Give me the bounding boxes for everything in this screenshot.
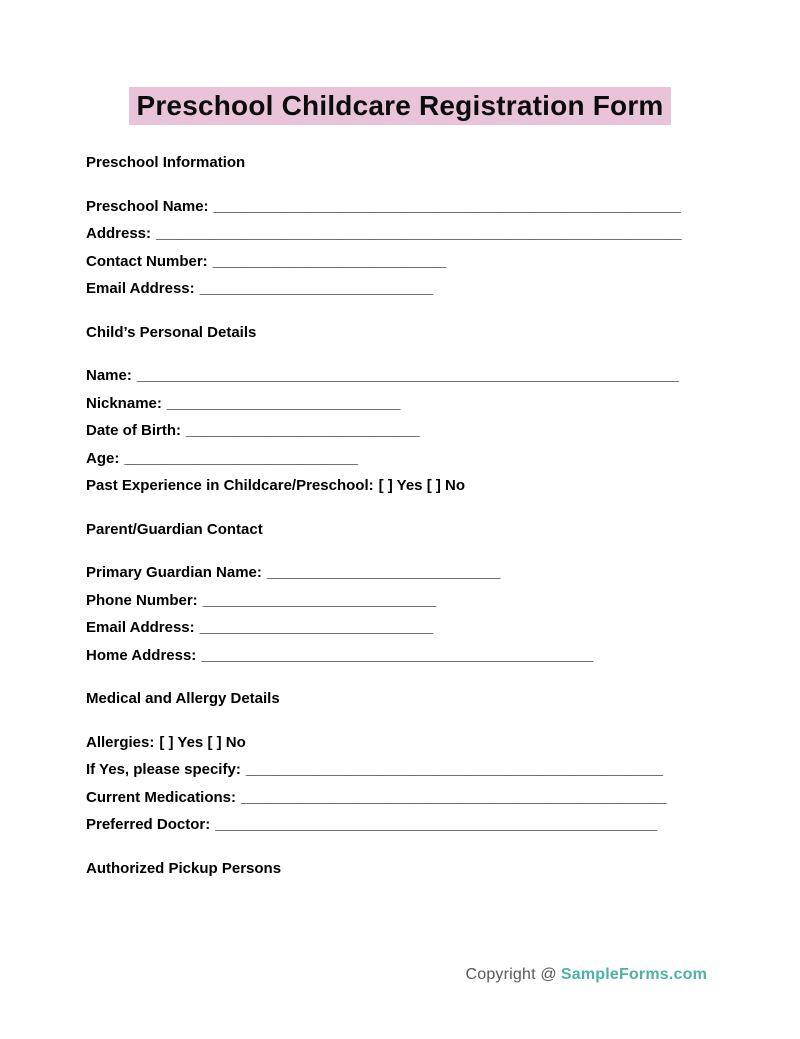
blank-line: ___________________________________________________	[241, 788, 667, 806]
field-label: If Yes, please specify:	[86, 761, 241, 778]
field-allergies	[86, 729, 710, 757]
field-guardian-phone-number	[86, 587, 710, 615]
field-allergy-specify	[86, 756, 710, 784]
section-heading-authorized-pickup-persons: Authorized Pickup Persons	[86, 859, 282, 877]
field-label: Contact Number:	[86, 252, 208, 270]
field-label: Preferred Doctor:	[86, 816, 211, 833]
field-address	[86, 220, 710, 248]
field-email-address	[86, 275, 710, 303]
page-footer	[465, 966, 707, 984]
field-label: Age:	[86, 449, 120, 467]
field-guardian-email-address	[86, 614, 710, 642]
field-label: Name:	[86, 367, 132, 384]
field-label: Allergies:	[86, 733, 155, 751]
field-primary-guardian-name	[86, 559, 710, 587]
blank-line: _____________________________________________________	[215, 816, 658, 833]
field-label: Primary Guardian Name:	[86, 564, 262, 581]
copyright-text: Copyright @	[465, 966, 557, 983]
field-current-medications	[86, 784, 710, 812]
section-heading-medical-allergy-details: Medical and Allergy Details	[86, 690, 280, 707]
blank-line: ____________________________	[212, 252, 447, 270]
section-heading-childs-personal-details: Child’s Personal Details	[86, 323, 257, 341]
field-label: Date of Birth:	[86, 422, 181, 439]
blank-line: _______________________________________________________________	[156, 225, 682, 242]
blank-line: ____________________________	[202, 591, 437, 609]
blank-line: __________________________________________________	[245, 761, 663, 778]
field-label: Preschool Name:	[86, 197, 209, 215]
section-heading-parent-guardian-contact: Parent/Guardian Contact	[86, 520, 263, 538]
yes-no-checkboxes: [ ] Yes [ ] No	[378, 477, 466, 494]
field-label: Past Experience in Childcare/Preschool:	[86, 477, 374, 494]
blank-line: ____________________________	[166, 394, 401, 412]
field-preschool-name	[86, 193, 710, 221]
field-contact-number	[86, 248, 710, 276]
blank-line: _______________________________________________	[201, 646, 594, 664]
yes-no-checkboxes: [ ] Yes [ ] No	[159, 733, 246, 751]
field-label: Phone Number:	[86, 591, 198, 609]
blank-line: ____________________________	[266, 564, 501, 581]
field-label: Email Address:	[86, 619, 195, 636]
form-title: Preschool Childcare Registration Form	[129, 87, 670, 125]
field-nickname	[86, 390, 710, 418]
field-date-of-birth	[86, 417, 710, 445]
field-label: Email Address:	[86, 280, 195, 297]
blank-line: ____________________________	[124, 449, 358, 467]
field-label: Home Address:	[86, 646, 197, 664]
sampleforms-link[interactable]: SampleForms.com	[560, 966, 707, 983]
blank-line: _________________________________________________________________	[136, 367, 680, 384]
section-heading-preschool-information: Preschool Information	[86, 154, 246, 171]
field-past-experience	[86, 472, 710, 500]
field-preferred-doctor	[86, 811, 710, 839]
form-body	[86, 149, 710, 882]
field-home-address	[86, 642, 710, 670]
blank-line: ____________________________	[186, 422, 420, 439]
field-label: Current Medications:	[86, 788, 237, 806]
page-title	[0, 0, 800, 125]
field-child-name	[86, 362, 710, 390]
blank-line: ____________________________	[199, 280, 434, 297]
field-age	[86, 445, 710, 473]
blank-line: ____________________________	[199, 619, 434, 636]
field-label: Address:	[86, 225, 152, 242]
blank-line: ________________________________________________________	[213, 197, 681, 215]
field-label: Nickname:	[86, 394, 162, 412]
